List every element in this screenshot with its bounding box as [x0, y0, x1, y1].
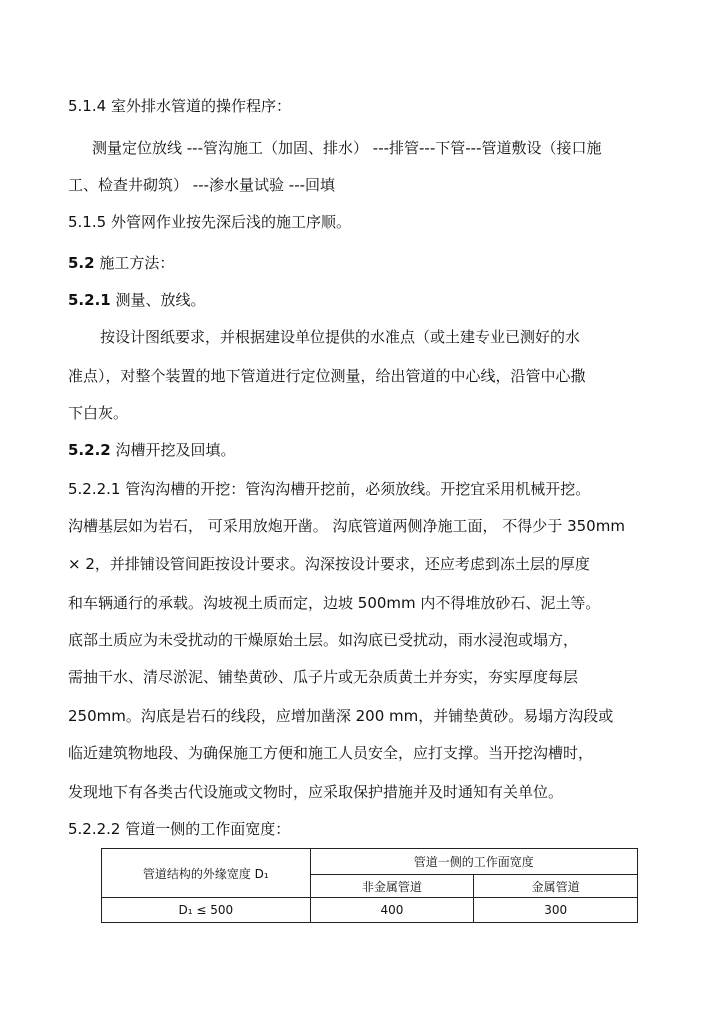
section-text: 管沟沟槽的开挖：管沟沟槽开挖前，必须放线。开挖宜采用机械开挖。: [120, 480, 591, 498]
work-surface-width-table: [101, 848, 638, 923]
paragraph-line: 和车辆通行的承载。沟坡视土质而定，边坡 500mm 内不得堆放砂石、泥土等。: [68, 594, 601, 612]
paragraph-line: 准点），对整个装置的地下管道进行定位测量，给出管道的中心线，沿管中心撒: [68, 367, 586, 385]
section-title: 沟槽开挖及回填。: [110, 441, 236, 459]
header-outer-width: 管道结构的外缘宽度 D₁: [102, 849, 311, 898]
section-5-2-2: [68, 440, 236, 460]
subheader-nonmetal-pipe: 非金属管道: [310, 875, 474, 898]
section-number: 5.2.1: [68, 291, 111, 309]
paragraph-line: × 2，并排铺设管间距按设计要求。沟深按设计要求，还应考虑到冻土层的厚度: [68, 555, 590, 573]
paragraph-line: 下白灰。: [68, 404, 129, 422]
section-number: 5.2: [68, 254, 95, 272]
section-5-2: [68, 253, 174, 273]
section-title: 测量、放线。: [110, 291, 206, 309]
section-title: 外管网作业按先深后浅的施工序顺。: [106, 213, 351, 231]
table-row: [102, 898, 638, 923]
section-5-1-5: [68, 212, 351, 232]
section-title: 施工方法：: [94, 254, 175, 272]
paragraph-line: 250mm。沟底是岩石的线段，应增加凿深 200 mm，并铺垫黄砂。易塌方沟段或: [68, 707, 614, 725]
paragraph-line: 测量定位放线 ---管沟施工（加固、排水） ---排管---下管---管道敷设（接口施: [92, 139, 602, 157]
paragraph-line: 底部土质应为未受扰动的干燥原始土层。如沟底已受扰动，雨水浸泡或塌方，: [68, 631, 579, 649]
section-5-2-2-2: [68, 819, 290, 839]
section-5-2-2-1: [68, 479, 590, 499]
section-5-1-4: [68, 96, 291, 116]
section-number: 5.1.5: [68, 213, 107, 231]
subheader-metal-pipe: 金属管道: [474, 875, 638, 898]
section-number: 5.1.4: [68, 97, 107, 115]
section-title: 室外排水管道的操作程序：: [106, 97, 291, 115]
paragraph-line: 发现地下有各类古代设施或文物时，应采取保护措施并及时通知有关单位。: [68, 783, 564, 801]
table-cell: D₁ ≤ 500: [102, 898, 311, 923]
header-work-surface-width: 管道一侧的工作面宽度: [310, 849, 637, 875]
table-cell: 300: [474, 898, 638, 923]
section-number: 5.2.2: [68, 441, 111, 459]
table-header-row: [102, 849, 638, 875]
paragraph-line: 按设计图纸要求，并根据建设单位提供的水准点（或土建专业已测好的水: [100, 328, 581, 346]
paragraph-line: 工、检查井砌筑） ---渗水量试验 ---回填: [68, 176, 336, 194]
section-5-2-1: [68, 290, 206, 310]
section-title: 管道一侧的工作面宽度：: [120, 820, 291, 838]
table-cell: 400: [310, 898, 474, 923]
paragraph-line: 沟槽基层如为岩石， 可采用放炮开凿。 沟底管道两侧净施工面， 不得少于 350mm: [68, 517, 625, 535]
paragraph-line: 需抽干水、清尽淤泥、铺垫黄砂、瓜子片或无杂质黄土并夯实，夯实厚度每层: [68, 668, 579, 686]
section-number: 5.2.2.2: [68, 820, 121, 838]
paragraph-line: 临近建筑物地段、为确保施工方便和施工人员安全，应打支撑。当开挖沟槽时，: [68, 744, 594, 762]
section-number: 5.2.2.1: [68, 480, 121, 498]
